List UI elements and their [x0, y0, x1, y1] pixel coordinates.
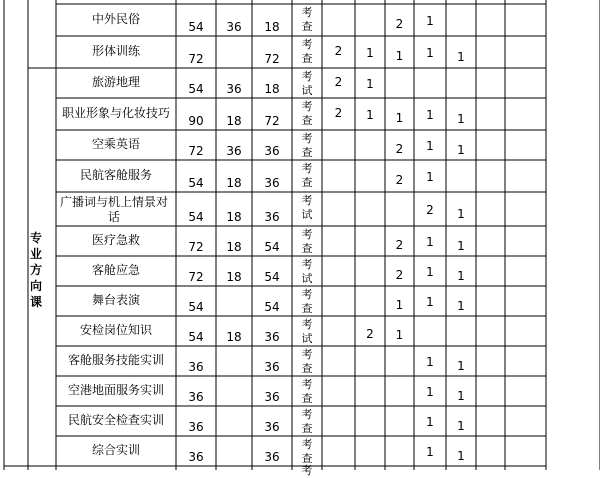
semester-4-hours: 1 — [426, 14, 434, 28]
total-hours: 54 — [188, 20, 204, 34]
course-name: 广播词与机上情景对话 — [59, 195, 168, 224]
semester-2-hours: 2 — [366, 327, 374, 341]
practice-hours: 54 — [264, 240, 280, 254]
semester-1-hours: 2 — [334, 75, 343, 89]
semester-4-hours: 2 — [426, 203, 434, 217]
practice-hours: 36 — [264, 360, 280, 374]
practice-hours: 36 — [264, 390, 280, 404]
total-hours: 36 — [188, 450, 204, 464]
total-hours: 54 — [188, 176, 204, 190]
semester-4-hours: 1 — [426, 295, 434, 309]
course-name: 空港地面服务实训 — [67, 383, 164, 397]
theory-hours: 18 — [226, 240, 242, 254]
semester-3-hours: 1 — [395, 49, 404, 63]
semester-3-hours: 1 — [395, 298, 404, 312]
practice-hours: 36 — [264, 144, 280, 158]
exam-type: 考查 — [301, 162, 313, 189]
course-name: 客舱服务技能实训 — [67, 353, 164, 367]
exam-type: 考查 — [301, 288, 313, 315]
total-hours: 54 — [188, 82, 204, 96]
practice-hours: 18 — [264, 20, 280, 34]
semester-5-hours: 1 — [457, 389, 465, 403]
course-name: 安检岗位知识 — [79, 323, 152, 337]
semester-3-hours: 1 — [395, 328, 404, 342]
exam-type: 考查 — [301, 132, 313, 159]
semester-4-hours: 1 — [426, 415, 434, 429]
semester-4-hours: 1 — [426, 170, 434, 184]
semester-5-hours: 1 — [457, 269, 465, 283]
semester-5-hours: 1 — [457, 112, 465, 126]
semester-2-hours: 1 — [366, 77, 374, 91]
total-hours: 54 — [188, 300, 204, 314]
course-name: 旅游地理 — [91, 75, 140, 89]
semester-4-hours: 1 — [426, 385, 434, 399]
exam-type: 考查 — [301, 408, 313, 435]
practice-hours: 72 — [264, 52, 280, 66]
semester-5-hours: 1 — [457, 239, 465, 253]
exam-type: 考试 — [301, 194, 313, 221]
practice-hours: 36 — [264, 450, 280, 464]
practice-hours: 36 — [264, 176, 280, 190]
total-hours: 36 — [188, 360, 204, 374]
exam-type-stub: 考 — [301, 464, 313, 477]
exam-type: 考查 — [301, 6, 313, 33]
total-hours: 36 — [188, 420, 204, 434]
course-name: 形体训练 — [91, 44, 140, 58]
practice-hours: 54 — [264, 270, 280, 284]
exam-type: 考查 — [301, 378, 313, 405]
semester-5-hours: 1 — [457, 299, 465, 313]
practice-hours: 36 — [264, 330, 280, 344]
semester-4-hours: 1 — [426, 235, 434, 249]
exam-type: 考查 — [301, 438, 313, 465]
course-name: 空乘英语 — [91, 137, 140, 151]
semester-4-hours: 1 — [426, 355, 434, 369]
exam-type: 考查 — [301, 348, 313, 375]
semester-2-hours: 1 — [366, 108, 374, 122]
exam-type: 考试 — [301, 258, 313, 285]
practice-hours: 72 — [264, 114, 280, 128]
theory-hours: 18 — [226, 270, 242, 284]
exam-type: 考查 — [301, 38, 313, 65]
exam-type: 考查 — [301, 228, 313, 255]
semester-4-hours: 1 — [426, 265, 434, 279]
course-name: 职业形象与化妆技巧 — [61, 106, 170, 120]
theory-hours: 36 — [226, 144, 242, 158]
semester-1-hours: 2 — [334, 44, 343, 58]
course-name: 客舱应急 — [91, 263, 140, 277]
theory-hours: 36 — [226, 82, 242, 96]
semester-5-hours: 1 — [457, 50, 465, 64]
semester-5-hours: 1 — [457, 359, 465, 373]
semester-5-hours: 1 — [457, 449, 465, 463]
semester-4-hours: 1 — [426, 445, 434, 459]
theory-hours: 18 — [226, 176, 242, 190]
course-name: 中外民俗 — [91, 12, 140, 26]
total-hours: 54 — [188, 210, 204, 224]
semester-4-hours: 1 — [426, 46, 434, 60]
practice-hours: 36 — [264, 210, 280, 224]
semester-5-hours: 1 — [457, 143, 465, 157]
semester-4-hours: 1 — [426, 108, 434, 122]
total-hours: 72 — [188, 240, 204, 254]
semester-3-hours: 2 — [395, 238, 404, 252]
course-name: 民航安全检查实训 — [67, 413, 164, 427]
theory-hours: 36 — [226, 20, 242, 34]
semester-1-hours: 2 — [334, 106, 343, 120]
theory-hours: 18 — [226, 330, 242, 344]
course-name: 综合实训 — [91, 443, 140, 457]
semester-4-hours: 1 — [426, 139, 434, 153]
semester-3-hours: 2 — [395, 17, 404, 31]
practice-hours: 54 — [264, 300, 280, 314]
course-name: 民航客舱服务 — [79, 168, 152, 182]
exam-type: 考查 — [301, 100, 313, 127]
total-hours: 72 — [188, 52, 204, 66]
exam-type: 考试 — [301, 318, 313, 345]
semester-3-hours: 2 — [395, 142, 404, 156]
semester-2-hours: 1 — [366, 46, 374, 60]
practice-hours: 18 — [264, 82, 280, 96]
total-hours: 36 — [188, 390, 204, 404]
exam-type: 考试 — [301, 70, 313, 97]
course-name: 医疗急救 — [91, 233, 140, 247]
semester-5-hours: 1 — [457, 419, 465, 433]
practice-hours: 36 — [264, 420, 280, 434]
category-label: 专业方向课 — [29, 231, 42, 309]
total-hours: 54 — [188, 330, 204, 344]
total-hours: 72 — [188, 270, 204, 284]
semester-5-hours: 1 — [457, 207, 465, 221]
theory-hours: 18 — [226, 210, 242, 224]
course-name: 舞台表演 — [91, 293, 140, 307]
theory-hours: 18 — [226, 114, 242, 128]
semester-3-hours: 2 — [395, 173, 404, 187]
semester-3-hours: 2 — [395, 268, 404, 282]
total-hours: 72 — [188, 144, 204, 158]
total-hours: 90 — [188, 114, 204, 128]
semester-3-hours: 1 — [395, 111, 404, 125]
